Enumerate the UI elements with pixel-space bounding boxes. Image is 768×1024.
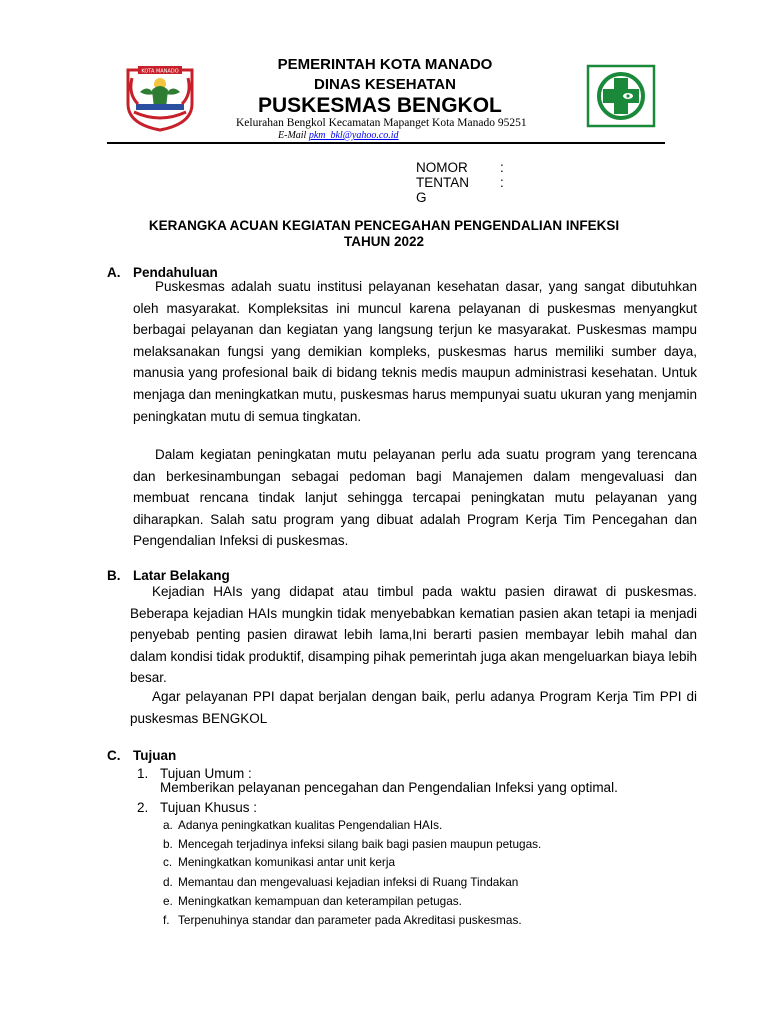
sub-item-text: Meningkatkan kemampuan dan keterampilan petugas. bbox=[178, 894, 462, 908]
tentang-label-wrap: G bbox=[416, 190, 427, 205]
section-a-paragraph-2: Dalam kegiatan peningkatan mutu pelayanan perlu ada suatu program yang terencana dan berkesinambungan sebagai pedoman bagi Manajemen dalam mengevaluasi dan membuat rencana tindak lanjut sehingga tercapai peningkatan mutu pelayanan yang diharapkan. Salah satu program yang dibuat adalah Program Kerja Tim Pencegahan dan Pengendalian Infeksi di puskesmas. bbox=[133, 447, 697, 549]
section-a-letter: A. bbox=[107, 265, 121, 280]
section-b-heading: Latar Belakang bbox=[133, 568, 230, 583]
tentang-colon: : bbox=[500, 175, 504, 190]
sub-item-letter: e. bbox=[163, 894, 173, 908]
sub-item-text: Mencegah terjadinya infeksi silang baik bagi pasien maupun petugas. bbox=[178, 837, 542, 851]
section-a-paragraph-1: Puskesmas adalah suatu institusi pelayanan kesehatan dasar, yang sangat dibutuhkan oleh masyarakat. Kompleksitas ini muncul karena pelayanan di puskesmas menyangkut berbagai pelayanan dan kegiatan yang langsung terjun ke masyarakat. Puskesmas mampu melaksanakan fungsi yang demikian kompleks, puskesmas harus memiliki sumber daya, manusia yang profesional baik di bidang teknis medis maupun administrasi kesehatan. Untuk menjaga dan meningkatkan mutu, puskesmas harus mempunyai suatu ukuran yang menjamin peningkatan mutu di semua tingkatan. bbox=[133, 279, 697, 424]
header-institution: PUSKESMAS BENGKOL bbox=[258, 94, 502, 117]
section-c-heading: Tujuan bbox=[133, 748, 177, 763]
tujuan-umum-number: 1. bbox=[137, 766, 149, 781]
svg-text:KOTA MANADO: KOTA MANADO bbox=[141, 68, 179, 75]
sub-item-letter: f. bbox=[163, 913, 170, 927]
email-link[interactable]: pkm_bkl@yahoo.co.id bbox=[308, 130, 399, 141]
puskesmas-logo bbox=[586, 64, 656, 128]
sub-item-letter: c. bbox=[163, 855, 173, 869]
header-email bbox=[278, 130, 399, 141]
header-divider bbox=[107, 142, 665, 144]
section-a-heading: Pendahuluan bbox=[133, 265, 218, 280]
sub-item-text: Meningkatkan komunikasi antar unit kerja bbox=[178, 855, 396, 869]
tujuan-umum-label: Tujuan Umum : bbox=[160, 766, 252, 781]
sub-item-text: Memantau dan mengevaluasi kejadian infeksi di Ruang Tindakan bbox=[178, 875, 519, 889]
email-label: E-Mail bbox=[278, 130, 307, 141]
tujuan-umum-text: Memberikan pelayanan pencegahan dan Pengendalian Infeksi yang optimal. bbox=[160, 780, 618, 795]
header-government: PEMERINTAH KOTA MANADO bbox=[277, 56, 493, 73]
city-seal-logo bbox=[124, 64, 196, 132]
tujuan-khusus-label: Tujuan Khusus : bbox=[160, 800, 258, 815]
document-year: TAHUN 2022 bbox=[343, 234, 425, 249]
document-title: KERANGKA ACUAN KEGIATAN PENCEGAHAN PENGENDALIAN INFEKSI bbox=[148, 218, 620, 233]
tentang-label: TENTAN bbox=[416, 175, 469, 190]
nomor-colon: : bbox=[500, 160, 504, 175]
sub-item-letter: b. bbox=[163, 837, 173, 851]
sub-item-text: Terpenuhinya standar dan parameter pada Akreditasi puskesmas. bbox=[178, 913, 522, 927]
tujuan-khusus-number: 2. bbox=[137, 800, 149, 815]
nomor-label: NOMOR bbox=[416, 160, 468, 175]
sub-item-text: Adanya peningkatkan kualitas Pengendalian HAIs. bbox=[178, 818, 443, 832]
section-b-paragraph-2: Agar pelayanan PPI dapat berjalan dengan baik, perlu adanya Program Kerja Tim PPI di puskesmas BENGKOL bbox=[130, 689, 697, 726]
section-b-letter: B. bbox=[107, 568, 121, 583]
section-b-paragraph-1: Kejadian HAIs yang didapat atau timbul pada waktu pasien dirawat di puskesmas. Beberapa kejadian HAIs mungkin tidak menyebabkan kematian pasien akan tetapi ia menjadi penyebab penting pasien dirawat lebih lama,Ini berarti pasien membayar lebih mahal dan dalam kondisi tidak produktif, disamping pihak pemerintah juga akan mengeluarkan biaya lebih besar. bbox=[130, 584, 697, 686]
header-address: Kelurahan Bengkol Kecamatan Mapanget Kota Manado 95251 bbox=[236, 117, 527, 129]
sub-item-letter: a. bbox=[163, 818, 173, 832]
section-c-letter: C. bbox=[107, 748, 121, 763]
sub-item-letter: d. bbox=[163, 875, 173, 889]
header-department: DINAS KESEHATAN bbox=[314, 76, 456, 93]
